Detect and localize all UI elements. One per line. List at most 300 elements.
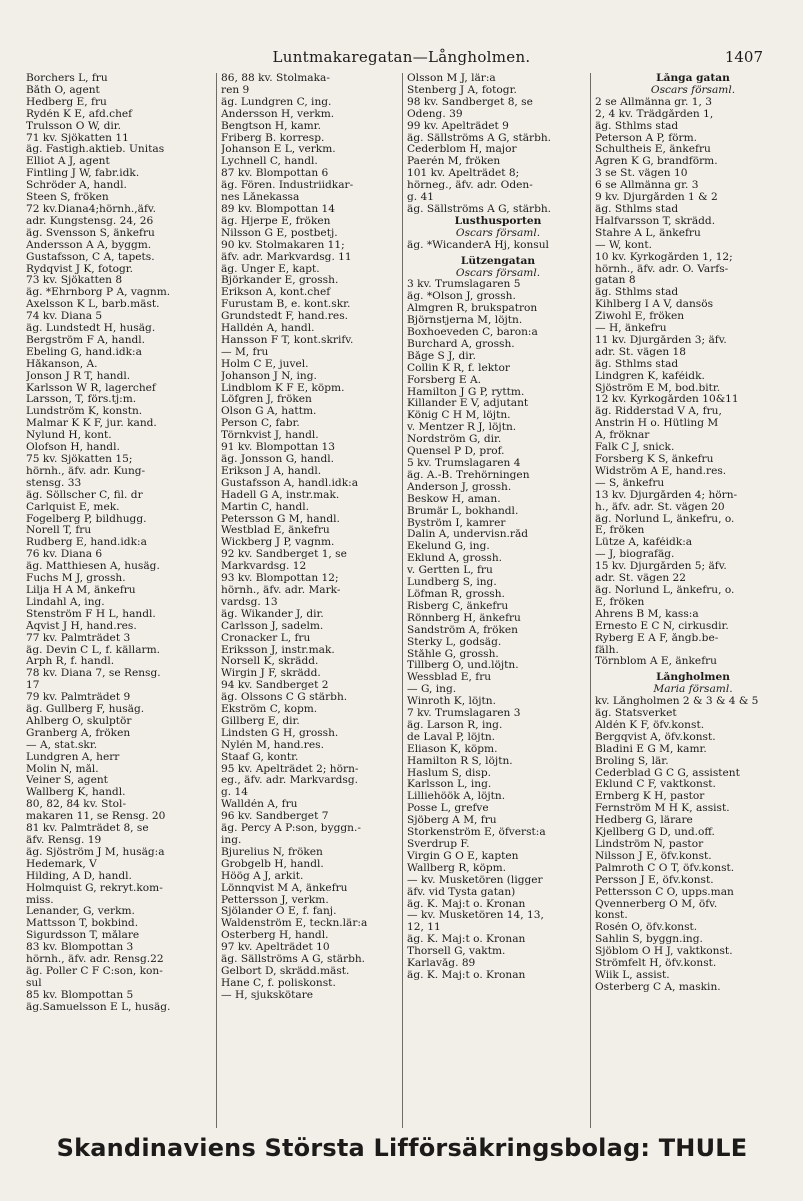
directory-entry: Hamilton J G P, ryttm. [407,386,525,398]
directory-entry: Nylund H, kont. [26,430,112,442]
directory-entry: äg. Sällströms A G, stärbh. [407,203,552,215]
directory-entry: Gustafsson A, handl.idk:a [221,477,359,489]
directory-entry: Forsberg K S, änkefru [595,454,714,465]
directory-entry: Sjöblom O H J, vaktkonst. [595,946,733,958]
directory-entry: Person C, fabr. [221,418,300,430]
directory-entry: — G, ing. [407,684,457,696]
directory-entry: 86, 88 kv. Stolmaka- [221,73,330,84]
directory-entry: Burchard A, grossh. [407,338,515,350]
directory-entry: makaren 11, se Rensg. 20 [26,811,166,823]
directory-entry: äfv. Rensg. 19 [26,835,102,846]
directory-entry: Bjurelius N, fröken [221,846,323,858]
directory-entry: Ryberg E A F, ångb.be- [595,632,719,644]
directory-entry: Olson G A, hattm. [221,406,317,418]
directory-entry: äg. Norlund L, änkefru, o. [595,513,735,525]
directory-column-3 [402,73,589,1128]
directory-entry: Lundström K, konstn. [26,406,143,418]
directory-entry: äg. Gullberg F, husäg. [26,704,145,716]
directory-entry: v. Mentzer R J, löjtn. [407,422,517,434]
directory-entry: äfv. vid Tysta gatan) [407,886,516,898]
directory-entry: Virgin G O E, kapten [407,850,519,862]
directory-entry: Lilja H A M, änkefru [26,584,136,596]
directory-entry: Björnstjerna M, löjtn. [407,315,523,327]
page-header [0,48,803,72]
directory-entry: 76 kv. Diana 6 [26,549,103,561]
ad-text-part: Lifförsäkringsbolag: [373,1134,651,1162]
directory-entry: Malmar K K F, jur. kand. [26,418,157,430]
directory-entry: Hadell G A, instr.mak. [221,489,340,501]
directory-entry: — H, sjukskötare [221,989,314,1001]
directory-entry: Ågren K G, brandförm. [595,156,718,168]
directory-entry: Ziwohl E, fröken [595,311,685,323]
directory-entry: Axelsson K L, barb.mäst. [26,299,160,311]
parish-label: Oscars församl. [650,84,736,96]
directory-entry: adr. Kungstensg. 24, 26 [26,215,154,227]
directory-entry: Killander E V, adjutant [407,398,529,410]
directory-entry: Lindgren K, kaféidk. [595,370,705,382]
directory-column-2 [216,73,401,1128]
directory-entry: 90 kv. Stolmakaren 11; [221,239,345,251]
directory-entry: — J, biografäg. [595,549,675,561]
directory-entry: Olofson H, handl. [26,442,120,454]
directory-entry: konst. [595,910,628,922]
directory-entry: äg. Sjöström J M, husäg:a [26,846,165,858]
directory-entry: Fintling J W, fabr.idk. [26,168,140,180]
directory-entry: Nilsson J E, öfv.konst. [595,850,712,862]
directory-entry: Erikson J A, handl. [221,465,322,477]
directory-entry: 3 se St. vägen 10 [595,168,688,180]
directory-entry: — W, kont. [595,239,652,251]
directory-entry: nes Lånekassa [221,192,300,204]
directory-entry: 11 kv. Djurgården 3; äfv. [595,334,727,346]
directory-entry: Båge S J, dir. [407,350,476,362]
directory-entry: König C H M, löjtn. [407,410,511,422]
directory-entry: Ahlberg O, skulptör [26,715,132,727]
directory-entry: 10 kv. Kyrkogården 1, 12; [595,251,733,263]
directory-entry: adr. St. vägen 22 [595,573,687,585]
directory-entry: Risberg C, änkefru [407,600,509,612]
directory-entry: hörnh., äfv. adr. Kung- [26,465,146,477]
directory-entry: Brumär L, bokhandl. [407,505,519,517]
directory-entry: Arph R, f. handl. [26,656,115,668]
directory-entry: 73 kv. Sjökatten 8 [26,275,123,287]
directory-entry: Löfman R, grossh. [407,588,505,600]
directory-entry: Wirgin J F, skrädd. [221,668,321,680]
directory-entry: 12 kv. Kyrkogården 10&11 [595,394,739,406]
directory-entry: sul [26,977,42,989]
directory-entry: Halfvarsson T, skrädd. [595,215,716,227]
directory-entry: 79 kv. Palmträdet 9 [26,692,131,704]
directory-entry: Hansson F T, kont.skrifv. [221,334,354,346]
directory-entry: Halldén A, handl. [221,323,315,335]
parish-label: Oscars församl. [455,267,541,279]
directory-entry: Löfgren J, fröken [221,394,312,406]
directory-entry: Anstrin H o. Hütling M [595,418,719,430]
directory-entry: äg. Ridderstad V A, fru, [595,406,722,418]
directory-entry: Persson J E, öfv.konst. [595,874,714,886]
directory-entry: Grobgelb H, handl. [221,858,324,870]
directory-entry: 2, 4 kv. Trädgården 1, [595,108,714,120]
directory-entry: Hedberg E, fru [26,96,107,108]
directory-entry: Lütze A, kaféidk:a [595,537,693,549]
directory-entry: Bengtson H, kamr. [221,120,321,132]
directory-entry: Anderson J, grossh. [407,481,512,493]
directory-entry: Widström A E, hand.res. [595,465,727,477]
directory-entry: Hane C, f. poliskonst. [221,977,336,989]
directory-entry: Ebeling G, hand.idk:a [26,346,142,358]
ad-text-part: THULE [658,1134,748,1162]
directory-entry: Sahlin S, byggn.ing. [595,934,703,946]
directory-entry: 93 kv. Blompottan 12; [221,573,339,585]
directory-entry: Kjellberg G D, und.off. [595,827,715,839]
directory-entry: 81 kv. Palmträdet 8, se [26,823,149,835]
directory-entry: äg. K. Maj:t o. Kronan [407,969,526,981]
directory-entry: Gillberg E, dir. [221,715,300,727]
directory-entry: Sjöström E M, bod.bitr. [595,382,721,394]
directory-entry: äg. Poller C F C:son, kon- [26,965,163,977]
directory-entry: äg. K. Maj:t o. Kronan [407,934,526,946]
directory-entry: Norsell K, skrädd. [221,656,319,668]
directory-entry: Karlsson W R, lagerchef [26,382,156,394]
directory-entry: Walldén A, fru [221,799,298,811]
directory-entry: — kv. Musketören (ligger [407,874,543,886]
directory-entry: äg. Jonsson G, handl. [221,454,335,465]
directory-entry: Pettersson C O, upps.man [595,886,734,898]
directory-entry: A, fröknar [595,430,650,442]
directory-entry: Fernström M H K, assist. [595,803,730,815]
directory-entry: Hedemark, V [26,858,97,870]
directory-entry: 13 kv. Djurgården 4; hörn- [595,489,738,501]
directory-entry: Sandström A, fröken [407,624,518,636]
directory-entry: hörnh., äfv. adr. Rensg.22 [26,954,164,966]
directory-entry: Holmquist G, rekryt.kom- [26,882,163,894]
directory-entry: Wessblad E, fru [407,672,492,684]
directory-entry: Holm C E, juvel. [221,358,309,370]
directory-entry: 15 kv. Djurgården 5; äfv. [595,561,727,573]
directory-entry: äg. Norlund L, änkefru, o. [595,584,735,596]
street-heading: Långholmen [656,672,730,684]
directory-entry: Rosén O, öfv.konst. [595,922,698,934]
directory-entry: Lundgren A, herr [26,751,120,763]
street-heading: Lusthusporten [454,215,542,227]
directory-entry: Trulsson O W, dir. [26,120,122,132]
directory-entry: Carlsson J, sadelm. [221,620,324,632]
directory-entry: — M, fru [221,346,269,358]
directory-entry: Olsson M J, lär:a [407,73,496,84]
directory-entry: Lindström N, pastor [595,839,704,850]
directory-entry: — kv. Musketören 14, 13, [407,910,544,922]
directory-entry: Byström I, kamrer [407,517,506,529]
directory-entry: Erikson A, kont.chef [221,287,331,299]
directory-entry: Lindahl A, ing. [26,596,105,608]
directory-entry: Cronacker L, fru [221,632,311,644]
directory-entry: Wallberg R, köpm. [407,862,507,874]
directory-entry: Lindsten G H, grossh. [221,727,339,739]
directory-entry: — A, stat.skr. [26,739,98,751]
directory-entry: Kihlberg I A V, dansös [595,299,714,311]
directory-entry: gatan 8 [595,275,636,287]
directory-entry: 98 kv. Sandberget 8, se [407,96,533,108]
directory-entry: Stenström F H L, handl. [26,608,156,620]
directory-entry: Åqvist J H, hand.res. [26,620,137,632]
directory-entry: Nylén M, hand.res. [221,739,324,751]
directory-entry: äg. Sthlms stad [595,287,679,299]
directory-entry: Mattsson T, bokbind. [26,918,139,930]
directory-entry: 87 kv. Blompottan 6 [221,168,329,180]
directory-entry: Markvardsg. 12 [221,561,307,573]
directory-entry: äg. Percy A P:son, byggn.- [221,823,361,835]
directory-entry: 71 kv. Sjökatten 11 [26,132,129,144]
directory-entry: Ernberg K H, pastor [595,791,705,803]
ad-text-part: Största [264,1134,365,1162]
directory-entry: Rydén K E, afd.chef [26,108,133,120]
directory-entry: äg. Matthiesen A, husäg. [26,561,160,573]
parish-label: Oscars församl. [455,227,541,239]
directory-entry: E, fröken [595,525,645,537]
directory-entry: adr. St. vägen 18 [595,346,687,358]
directory-entry: 85 kv. Blompottan 5 [26,989,134,1001]
directory-entry: Schröder A, handl. [26,180,127,192]
directory-entry: 77 kv. Palmträdet 3 [26,632,131,644]
directory-entry: Ekelund G, ing. [407,541,490,553]
directory-entry: äg. *Ehrnborg P A, vagnm. [26,287,171,299]
directory-entry: hörneg., äfv. adr. Oden- [407,180,533,192]
directory-entry: Eklund C F, vaktkonst. [595,779,716,791]
directory-entry: E, fröken [595,596,645,608]
directory-entry: äg. Unger E, kapt. [221,263,320,275]
directory-entry: Posse L, grefve [407,803,489,815]
directory-entry: 92 kv. Sandberget 1, se [221,549,347,561]
directory-entry: äg. Fastigh.aktieb. Unitas [26,144,165,156]
directory-entry: eg., äfv. adr. Markvardsg. [221,775,358,787]
directory-entry: Wiik L, assist. [595,969,670,981]
directory-entry: 7 kv. Trumslagaren 3 [407,708,521,720]
directory-entry: Gelbort D, skrädd.mäst. [221,965,350,977]
directory-entry: Staaf G, kontr. [221,751,299,763]
directory-entry: Karlsson L, ing. [407,779,492,791]
directory-entry: Paerén M, fröken [407,156,501,168]
directory-entry: äg. Lundgren C, ing. [221,96,332,108]
directory-entry: Wallberg K, handl. [26,787,126,799]
directory-entry: Hilding, A D, handl. [26,870,132,882]
directory-entry: ing. [221,835,242,846]
directory-entry: Larsson, T, förs.tj:m. [26,394,137,406]
directory-entry: Johanson E L, verkm. [221,144,336,156]
directory-entry: 2 se Allmänna gr. 1, 3 [595,96,712,108]
directory-entry: äg. *Olson J, grossh. [407,291,516,303]
directory-entry: Johanson J N, ing. [221,370,317,382]
directory-entry: Thorsell G, vaktm. [407,946,506,958]
directory-entry: Lundberg S, ing. [407,577,497,589]
directory-entry: äg. A.-B. Trehörningen [407,469,530,481]
directory-entry: Eriksson J, instr.mak. [221,644,335,656]
directory-entry: hörnh., äfv. adr. Ö. Varfs- [595,263,729,275]
directory-entry: äfv. adr. Markvardsg. 11 [221,251,352,263]
directory-entry: Andersson A A, byggm. [26,239,152,251]
directory-entry: g. 14 [221,787,248,799]
directory-entry: Eklund A, grossh. [407,553,503,565]
directory-entry: äg. Sthlms stad [595,120,679,132]
directory-entry: äg.Samuelsson E L, husäg. [26,1001,171,1013]
directory-entry: Stenberg J A, fotogr. [407,84,517,96]
directory-entry: Lilliehöök A, löjtn. [407,791,506,803]
directory-entry: Sjöberg A M, fru [407,815,497,827]
directory-entry: Tillberg O, und.löjtn. [407,660,519,672]
directory-entry: Andersson H, verkm. [221,108,335,120]
directory-entry: Sjölander O E, f. fanj. [221,906,337,918]
directory-entry: Rudberg E, hand.idk:a [26,537,147,549]
directory-entry: Törnblom A E, änkefru [595,656,718,668]
directory-entry: Höög A J, arkit. [221,870,304,882]
directory-entry: Sverdrup F. [407,839,470,850]
directory-entry: miss. [26,894,54,906]
directory-entry: Steen S, fröken [26,192,109,204]
directory-columns [26,73,786,1128]
directory-entry: 75 kv. Sjökatten 15; [26,454,133,465]
directory-entry: Cederblad G C G, assistent [595,767,740,779]
directory-entry: Granberg A, fröken [26,727,131,739]
directory-entry: Odeng. 39 [407,108,463,120]
directory-entry: Pettersson J, verkm. [221,894,329,906]
footer-advertisement [32,1130,772,1166]
directory-entry: 80, 82, 84 kv. Stol- [26,799,127,811]
directory-entry: Cederblom H, major [407,144,517,156]
directory-entry: ren 9 [221,84,250,96]
directory-entry: Falk C J, snick. [595,442,675,454]
directory-entry: 83 kv. Blompottan 3 [26,942,134,954]
directory-entry: äg. Devin C L, f. källarm. [26,644,160,656]
directory-entry: Strömfelt H, öfv.konst. [595,958,717,970]
directory-entry: Veiner S, agent [26,775,108,787]
directory-entry: Karlavåg. 89 [407,958,476,970]
directory-entry: äg. Sthlms stad [595,358,679,370]
directory-column-4 [590,73,791,1128]
directory-entry: äg. Statsverket [595,708,677,720]
directory-entry: äg. Fören. Industriidkar- [221,180,354,192]
directory-entry: Österberg C A, maskin. [595,981,721,993]
directory-entry: 9 kv. Djurgården 1 & 2 [595,192,718,204]
directory-entry: Friberg B. korresp. [221,132,325,144]
directory-entry: 3 kv. Trumslagaren 5 [407,279,521,291]
directory-entry: v. Gertten L, fru [407,565,493,577]
directory-entry: Almgren R, brukspatron [407,303,538,315]
directory-entry: Stahre A L, änkefru [595,227,701,239]
directory-entry: Quensel P D, prof. [407,446,505,458]
directory-entry: Rönnberg H, änkefru [407,612,521,624]
directory-entry: 6 se Allmänna gr. 3 [595,180,699,192]
directory-entry: Borchers L, fru [26,73,108,84]
directory-entry: Fogelberg P, bildhugg. [26,513,147,525]
directory-entry: 95 kv. Apelträdet 2; hörn- [221,763,359,775]
directory-entry: 12, 11 [407,922,441,934]
directory-entry: 96 kv. Sandberget 7 [221,811,329,823]
directory-entry: h., äfv. adr. St. vägen 20 [595,501,725,513]
directory-entry: Eliason K, köpm. [407,743,498,755]
ad-text-part: Skandinaviens [56,1134,256,1162]
directory-entry: hörnh., äfv. adr. Mark- [221,584,341,596]
directory-entry: äg. Sthlms stad [595,203,679,215]
directory-entry: Peterson A P, förm. [595,132,698,144]
directory-entry: Jonson J R T, handl. [26,370,131,382]
directory-entry: Gustafsson, C A, tapets. [26,251,155,263]
directory-entry: Storkenström E, öfverst:a [407,827,546,839]
directory-entry: Palmroth C O T, öfv.konst. [595,862,735,874]
directory-entry: Hamilton R S, löjtn. [407,755,513,767]
directory-entry: 17 [26,680,40,692]
directory-entry: äg. Hjerpe E, fröken [221,215,331,227]
directory-entry: Lenander, G, verkm. [26,906,135,918]
directory-entry: stensg. 33 [26,477,82,489]
directory-entry: Ahrens B M, kass:a [595,608,699,620]
directory-entry: 72 kv.Diana4;hörnh.,äfv. [26,203,156,215]
directory-entry: Ekström C, kopm. [221,704,318,716]
directory-entry: Schultheis E, änkefru [595,144,711,156]
directory-entry: 101 kv. Apelträdet 8; [407,168,520,180]
directory-entry: — S, änkefru [595,477,665,489]
directory-entry: Bergqvist A, öfv.konst. [595,731,716,743]
directory-entry: Sigurdsson T, målare [26,930,140,942]
directory-entry: Furustam B, e. kont.skr. [221,299,351,311]
directory-entry: äg. *WicanderA Hj, konsul [407,239,549,251]
directory-entry: Hedberg G, lärare [595,815,693,827]
directory-entry: Petersson G M, handl. [221,513,340,525]
directory-entry: de Laval P, löjtn. [407,731,496,743]
directory-entry: äg. Wikander J, dir. [221,608,324,620]
directory-entry: — H, änkefru [595,323,667,335]
directory-entry: Qvennerberg O M, öfv. [595,898,718,910]
directory-entry: Fuchs M J, grossh. [26,573,126,585]
page-number: 1407 [724,48,763,66]
directory-entry: kv. Långholmen 2 & 3 & 4 & 5 [595,696,759,708]
directory-entry: Lönnqvist M A, änkefru [221,882,348,894]
directory-entry: 89 kv. Blompottan 14 [221,203,335,215]
parish-label: Maria församl. [653,684,733,696]
directory-entry: Broling S, lär. [595,755,669,767]
directory-entry: Winroth K, löjtn. [407,696,496,708]
directory-entry: Dalin A, undervisn.råd [407,529,529,541]
street-heading: Lützengatan [460,255,536,267]
directory-entry: Norell T, fru [26,525,92,537]
directory-entry: äg. Sällströms A G, stärbh. [221,954,366,966]
directory-entry: Båth O, agent [26,84,100,96]
directory-entry: Lychnell C, handl. [221,156,318,168]
directory-entry: g. 41 [407,192,434,204]
directory-entry: Bladini E G M, kamr. [595,743,707,755]
directory-entry: äg. Olssons C G stärbh. [221,692,348,704]
directory-entry: 94 kv. Sandberget 2 [221,680,329,692]
directory-entry: 5 kv. Trumslagaren 4 [407,458,521,469]
directory-entry: Törnkvist J, handl. [221,430,319,442]
directory-entry: fälh. [595,644,619,656]
directory-entry: Westblad E, änkefru [221,525,330,537]
directory-entry: Ernesto E C N, cirkusdir. [595,620,729,632]
directory-entry: Österberg H, handl. [221,930,329,942]
directory-entry: Björkander E, grossh. [221,275,339,287]
directory-entry: Nordström G, dir. [407,434,502,446]
directory-entry: äg. K. Maj:t o. Kronan [407,898,526,910]
directory-entry: Sterky L, godsäg. [407,636,502,648]
directory-entry: Rydqvist J K, fotogr. [26,263,134,275]
directory-entry: Waldenström E, teckn.lär:a [221,918,368,930]
directory-entry: Molin N, mål. [26,763,99,775]
directory-entry: äg. Larson R, ing. [407,719,503,731]
page-title: Luntmakaregatan—Långholmen. [272,48,531,66]
street-heading: Långa gatan [656,73,730,84]
directory-entry: Lindblom K F E, köpm. [221,382,345,394]
directory-entry: Håkanson, A. [26,358,98,370]
directory-entry: 91 kv. Blompottan 13 [221,442,335,454]
directory-entry: Nilsson G E, postbetj. [221,227,338,239]
